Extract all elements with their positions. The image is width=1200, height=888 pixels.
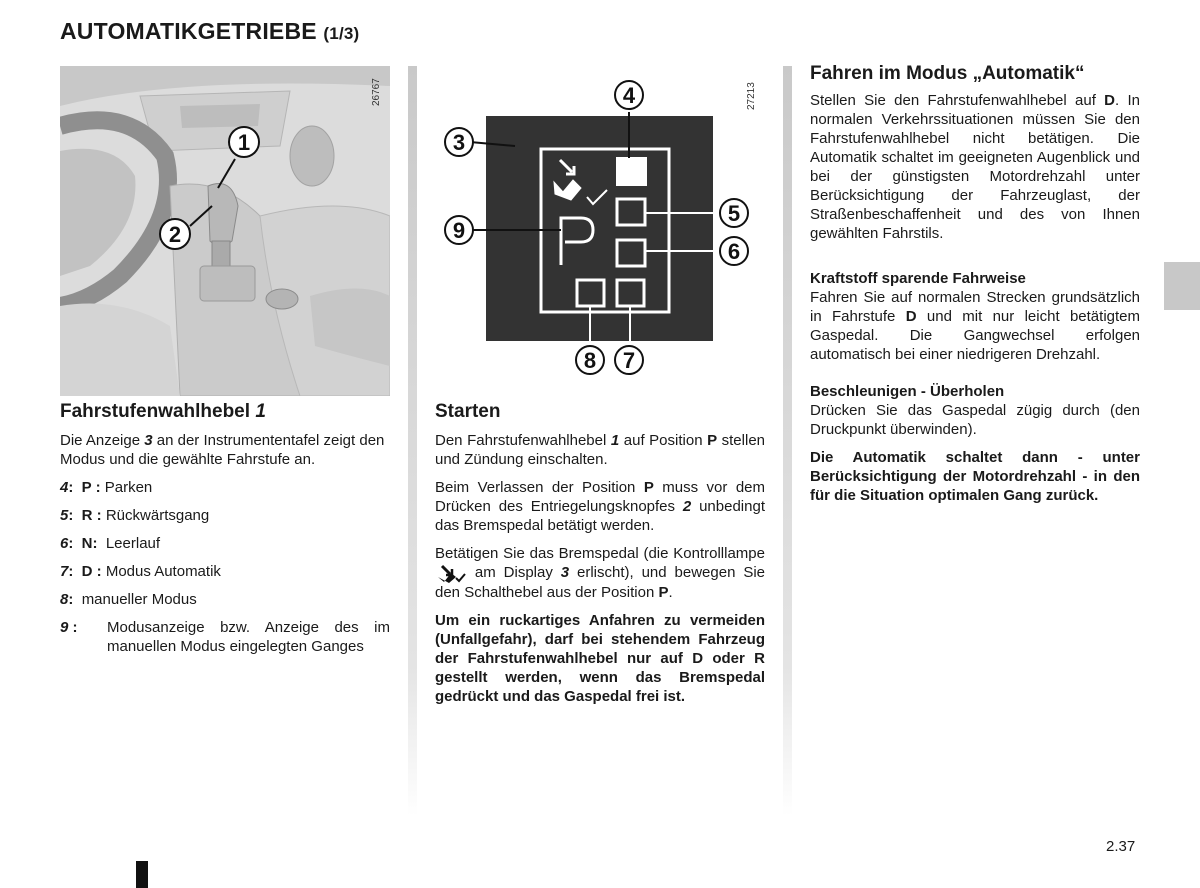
column-divider-2	[783, 66, 792, 816]
legend-item	[60, 562, 390, 581]
starten-paragraph-1	[435, 431, 765, 469]
p3-text-d: .	[668, 584, 673, 602]
legend-item	[60, 534, 390, 553]
figure-code-middle: 27213	[746, 82, 757, 110]
legend-item	[60, 590, 390, 609]
callout-6: 6	[727, 239, 741, 264]
p3-text-b: am Display	[467, 564, 561, 581]
column-2	[435, 402, 765, 715]
p1-text-a: Den Fahrstufenwahlhebel	[435, 432, 611, 449]
legend-item	[60, 478, 390, 497]
p2-num: 2	[682, 498, 692, 515]
page-edge-mark	[136, 861, 148, 888]
chapter-tab	[1164, 262, 1200, 310]
figure-code-left: 26767	[371, 78, 382, 106]
p2-text-c: unbedingt das Bremspedal betätigt werden.	[435, 498, 765, 534]
starten-paragraph-3	[435, 544, 765, 602]
callout-3: 3	[452, 130, 466, 155]
a-p1-text-a: Stellen Sie den Fahrstufenwahlhebel auf	[810, 92, 1105, 109]
legend-num: 5	[60, 507, 69, 524]
intro-text-b: an der Instrumententafel zeigt den Modus und die gewählte Fahrstufe an.	[60, 432, 385, 468]
callout-2: 2	[168, 222, 182, 247]
page-number: 2.37	[1106, 838, 1136, 855]
p1-num: 1	[610, 432, 620, 449]
legend-key: :	[68, 619, 95, 636]
page-title	[60, 18, 359, 45]
legend-num: 8	[60, 591, 69, 608]
kraftstoff-paragraph	[810, 288, 1140, 364]
a-p1-text-b: . In normalen Verkehrssituationen müssen Sie den Fahrstufenwahlhebel nicht betätigen. Die Automatik schaltet im geeigneten Augenblick und bei der günstigsten Motordrehzahl unter Berücksichtigung der Fahrzeuglast, der Straßenbeschaffenheit und des von Ihnen gewählten Fahrstils.	[810, 92, 1140, 242]
gear-lever-illustration	[60, 66, 390, 396]
p1-pos: P	[707, 432, 718, 449]
a-p2-text-a: Fahren Sie auf normalen Strecken grundsätzlich in Fahrstufe	[810, 289, 1140, 325]
legend-key: : D :	[68, 563, 106, 580]
p2-text-a: Beim Verlassen der Position	[435, 479, 644, 496]
legend-text: Rückwärtsgang	[105, 507, 210, 524]
section-heading-starten: Starten	[435, 401, 501, 422]
p3-pos: P	[658, 584, 669, 602]
callout-9: 9	[452, 218, 466, 243]
legend-key: : R :	[68, 507, 106, 524]
callout-8: 8	[583, 348, 597, 373]
legend-key: : N:	[68, 535, 106, 552]
legend-list	[60, 478, 390, 656]
starten-paragraph-2	[435, 478, 765, 535]
legend-text: Modus Automatik	[105, 563, 221, 580]
gear-display-figure	[435, 72, 765, 382]
legend-text: Leerlauf	[105, 535, 161, 552]
callout-7: 7	[622, 348, 636, 373]
legend-num: 6	[60, 535, 69, 552]
brake-pedal-icon	[435, 563, 467, 583]
starten-warning: Um ein ruckartiges Anfahren zu vermeiden (Unfallgefahr), darf bei stehendem Fahrzeug der Fahrstufenwahlhebel nur auf D oder R gestellt werden, wenn das Bremspedal gedrückt und das Gaspedal frei ist.	[435, 612, 765, 706]
legend-text: Parken	[104, 479, 153, 496]
intro-num: 3	[144, 432, 153, 449]
p3-text-c: erlischt), und bewegen Sie den Schalthebel aus der Position	[435, 564, 765, 602]
p2-pos: P	[643, 479, 654, 496]
a-p2-pos: D	[905, 308, 917, 325]
legend-num: 7	[60, 563, 69, 580]
heading-text: Fahrstufenwahlhebel	[60, 401, 251, 422]
gear-lever-photo	[60, 66, 390, 396]
heading-num: 1	[255, 401, 266, 422]
callout-5: 5	[727, 201, 741, 226]
section-heading-fahrstufenwahlhebel	[60, 402, 390, 421]
legend-num: 9	[60, 619, 69, 636]
beschleunigen-paragraph: Drücken Sie das Gaspedal zügig durch (den Druckpunkt überwinden).	[810, 402, 1140, 438]
section-heading-automatik: Fahren im Modus „Automatik“	[810, 63, 1085, 84]
legend-item	[60, 618, 390, 656]
callout-4: 4	[622, 83, 636, 108]
column-1	[60, 402, 390, 665]
p3-text-a: Betätigen Sie das Bremspedal (die Kontrolllampe	[435, 545, 765, 562]
p1-text-b: auf Position	[619, 432, 708, 449]
automatik-bold-note: Die Automatik schaltet dann - unter Berücksichtigung der Motordrehzahl - in den für die Situation optimalen Gang zurück.	[810, 449, 1140, 504]
intro-text-a: Die Anzeige	[60, 432, 145, 449]
a-p2-text-b: und mit nur leicht betätigtem Gaspedal. Die Gangwechsel erfolgen automatisch bei einer niedrigeren Drehzahl.	[810, 308, 1140, 363]
a-p1-pos: D	[1104, 92, 1116, 109]
p2-text-b: muss vor dem Drücken des Entriegelungsknopfes	[435, 479, 765, 515]
legend-key: : P :	[68, 479, 105, 496]
callout-1: 1	[237, 130, 251, 155]
legend-text: manueller Modus	[81, 591, 197, 608]
p1-text-c: stellen und Zündung einschalten.	[435, 432, 766, 468]
subheading-kraftstoff: Kraftstoff sparende Fahrweise	[810, 270, 1026, 287]
legend-num: 4	[60, 479, 69, 496]
intro-paragraph	[60, 431, 390, 469]
column-3	[810, 64, 1140, 514]
legend-text: Modusanzeige bzw. Anzeige des im manuellen Modus eingelegten Ganges	[107, 619, 390, 655]
title-main: AUTOMATIKGETRIEBE	[60, 18, 317, 44]
subheading-beschleunigen: Beschleunigen - Überholen	[810, 383, 1005, 400]
legend-item	[60, 506, 390, 525]
column-divider-1	[408, 66, 417, 816]
gear-display-illustration	[435, 72, 765, 382]
title-sub: (1/3)	[323, 24, 360, 43]
p3-num: 3	[560, 564, 570, 581]
legend-key: :	[68, 591, 82, 608]
automatik-paragraph-1	[810, 91, 1140, 243]
